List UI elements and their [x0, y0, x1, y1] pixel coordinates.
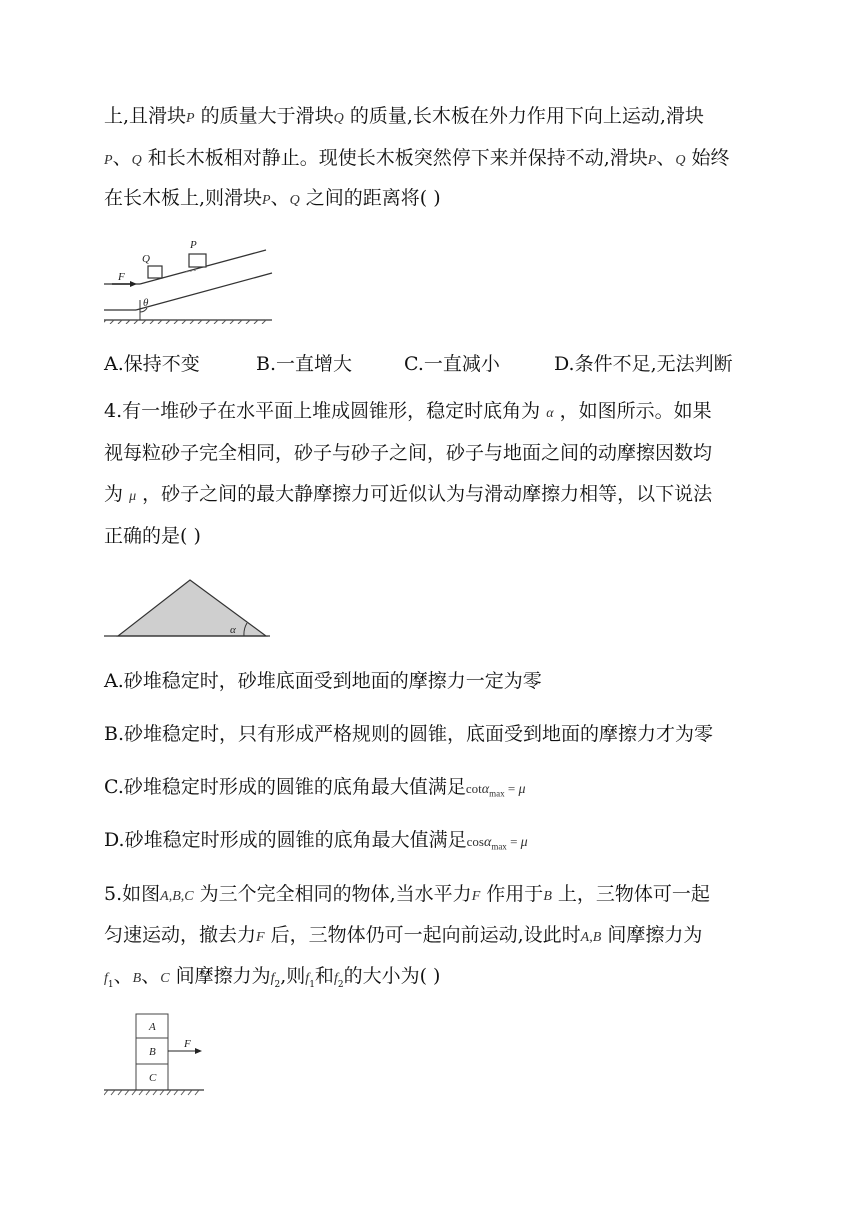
fig-block-A: A	[149, 1021, 156, 1033]
q3-option-b[interactable]: B.一直增大	[256, 353, 353, 375]
q5-line-1: 5.如图A,B,C 为三个完全相同的物体,当水平力F 作用于B 上，三物体可一起	[104, 883, 710, 905]
fig-label-P: P	[190, 239, 197, 251]
q4-option-d[interactable]: D.砂堆稳定时形成的圆锥的底角最大值满足cosα$_{max}$ = μ	[104, 829, 528, 852]
fig-label-alpha: α	[230, 624, 236, 636]
q4-line-4: 正确的是( )	[104, 525, 201, 547]
q4-line-3: 为 μ ，砂子之间的最大静摩擦力可近似认为与滑动摩擦力相等，以下说法	[104, 483, 713, 505]
incline-board-figure	[104, 232, 274, 324]
fig-label-F: F	[184, 1038, 191, 1050]
q4-line-2: 视每粒砂子完全相同，砂子与砂子之间，砂子与地面之间的动摩擦因数均	[104, 442, 713, 464]
q3-option-d[interactable]: D.条件不足,无法判断	[554, 353, 733, 375]
q3-line-1: 上,且滑块P 的质量大于滑块Q 的质量,长木板在外力作用下向上运动,滑块	[104, 105, 704, 127]
q4-line-1: 4.有一堆砂子在水平面上堆成圆锥形，稳定时底角为 α ，如图所示。如果	[104, 400, 712, 422]
formula-cot: cotα$_{max}$ = μ	[465, 781, 526, 799]
fig-block-B: B	[149, 1046, 156, 1058]
fig-label-F: F	[118, 271, 125, 283]
q3-option-a[interactable]: A.保持不变	[104, 353, 200, 375]
q5-line-3: $f_1$、B、C 间摩擦力为$f_2$,则$f_1$和$f_2$的大小为( )	[104, 965, 441, 990]
fig-label-theta: θ	[143, 297, 149, 309]
q4-option-b[interactable]: B.砂堆稳定时，只有形成严格规则的圆锥，底面受到地面的摩擦力才为零	[104, 723, 714, 745]
q5-line-2: 匀速运动，撤去力F 后，三物体仍可一起向前运动,设此时A,B 间摩擦力为	[104, 924, 703, 946]
formula-cos: cosα$_{max}$ = μ	[466, 834, 528, 852]
fig-label-Q: Q	[142, 253, 150, 265]
q3-option-c[interactable]: C.一直减小	[404, 353, 500, 375]
q4-option-c[interactable]: C.砂堆稳定时形成的圆锥的底角最大值满足cotα$_{max}$ = μ	[104, 776, 526, 799]
fig-block-C: C	[149, 1072, 157, 1084]
q4-option-a[interactable]: A.砂堆稳定时，砂堆底面受到地面的摩擦力一定为零	[104, 670, 542, 692]
sand-cone-figure	[104, 574, 270, 640]
stacked-blocks-figure	[104, 1012, 204, 1096]
q3-line-2: P、Q 和长木板相对静止。现使长木板突然停下来并保持不动,滑块P、Q 始终	[104, 147, 730, 169]
q3-line-3: 在长木板上,则滑块P、Q 之间的距离将( )	[104, 187, 441, 209]
